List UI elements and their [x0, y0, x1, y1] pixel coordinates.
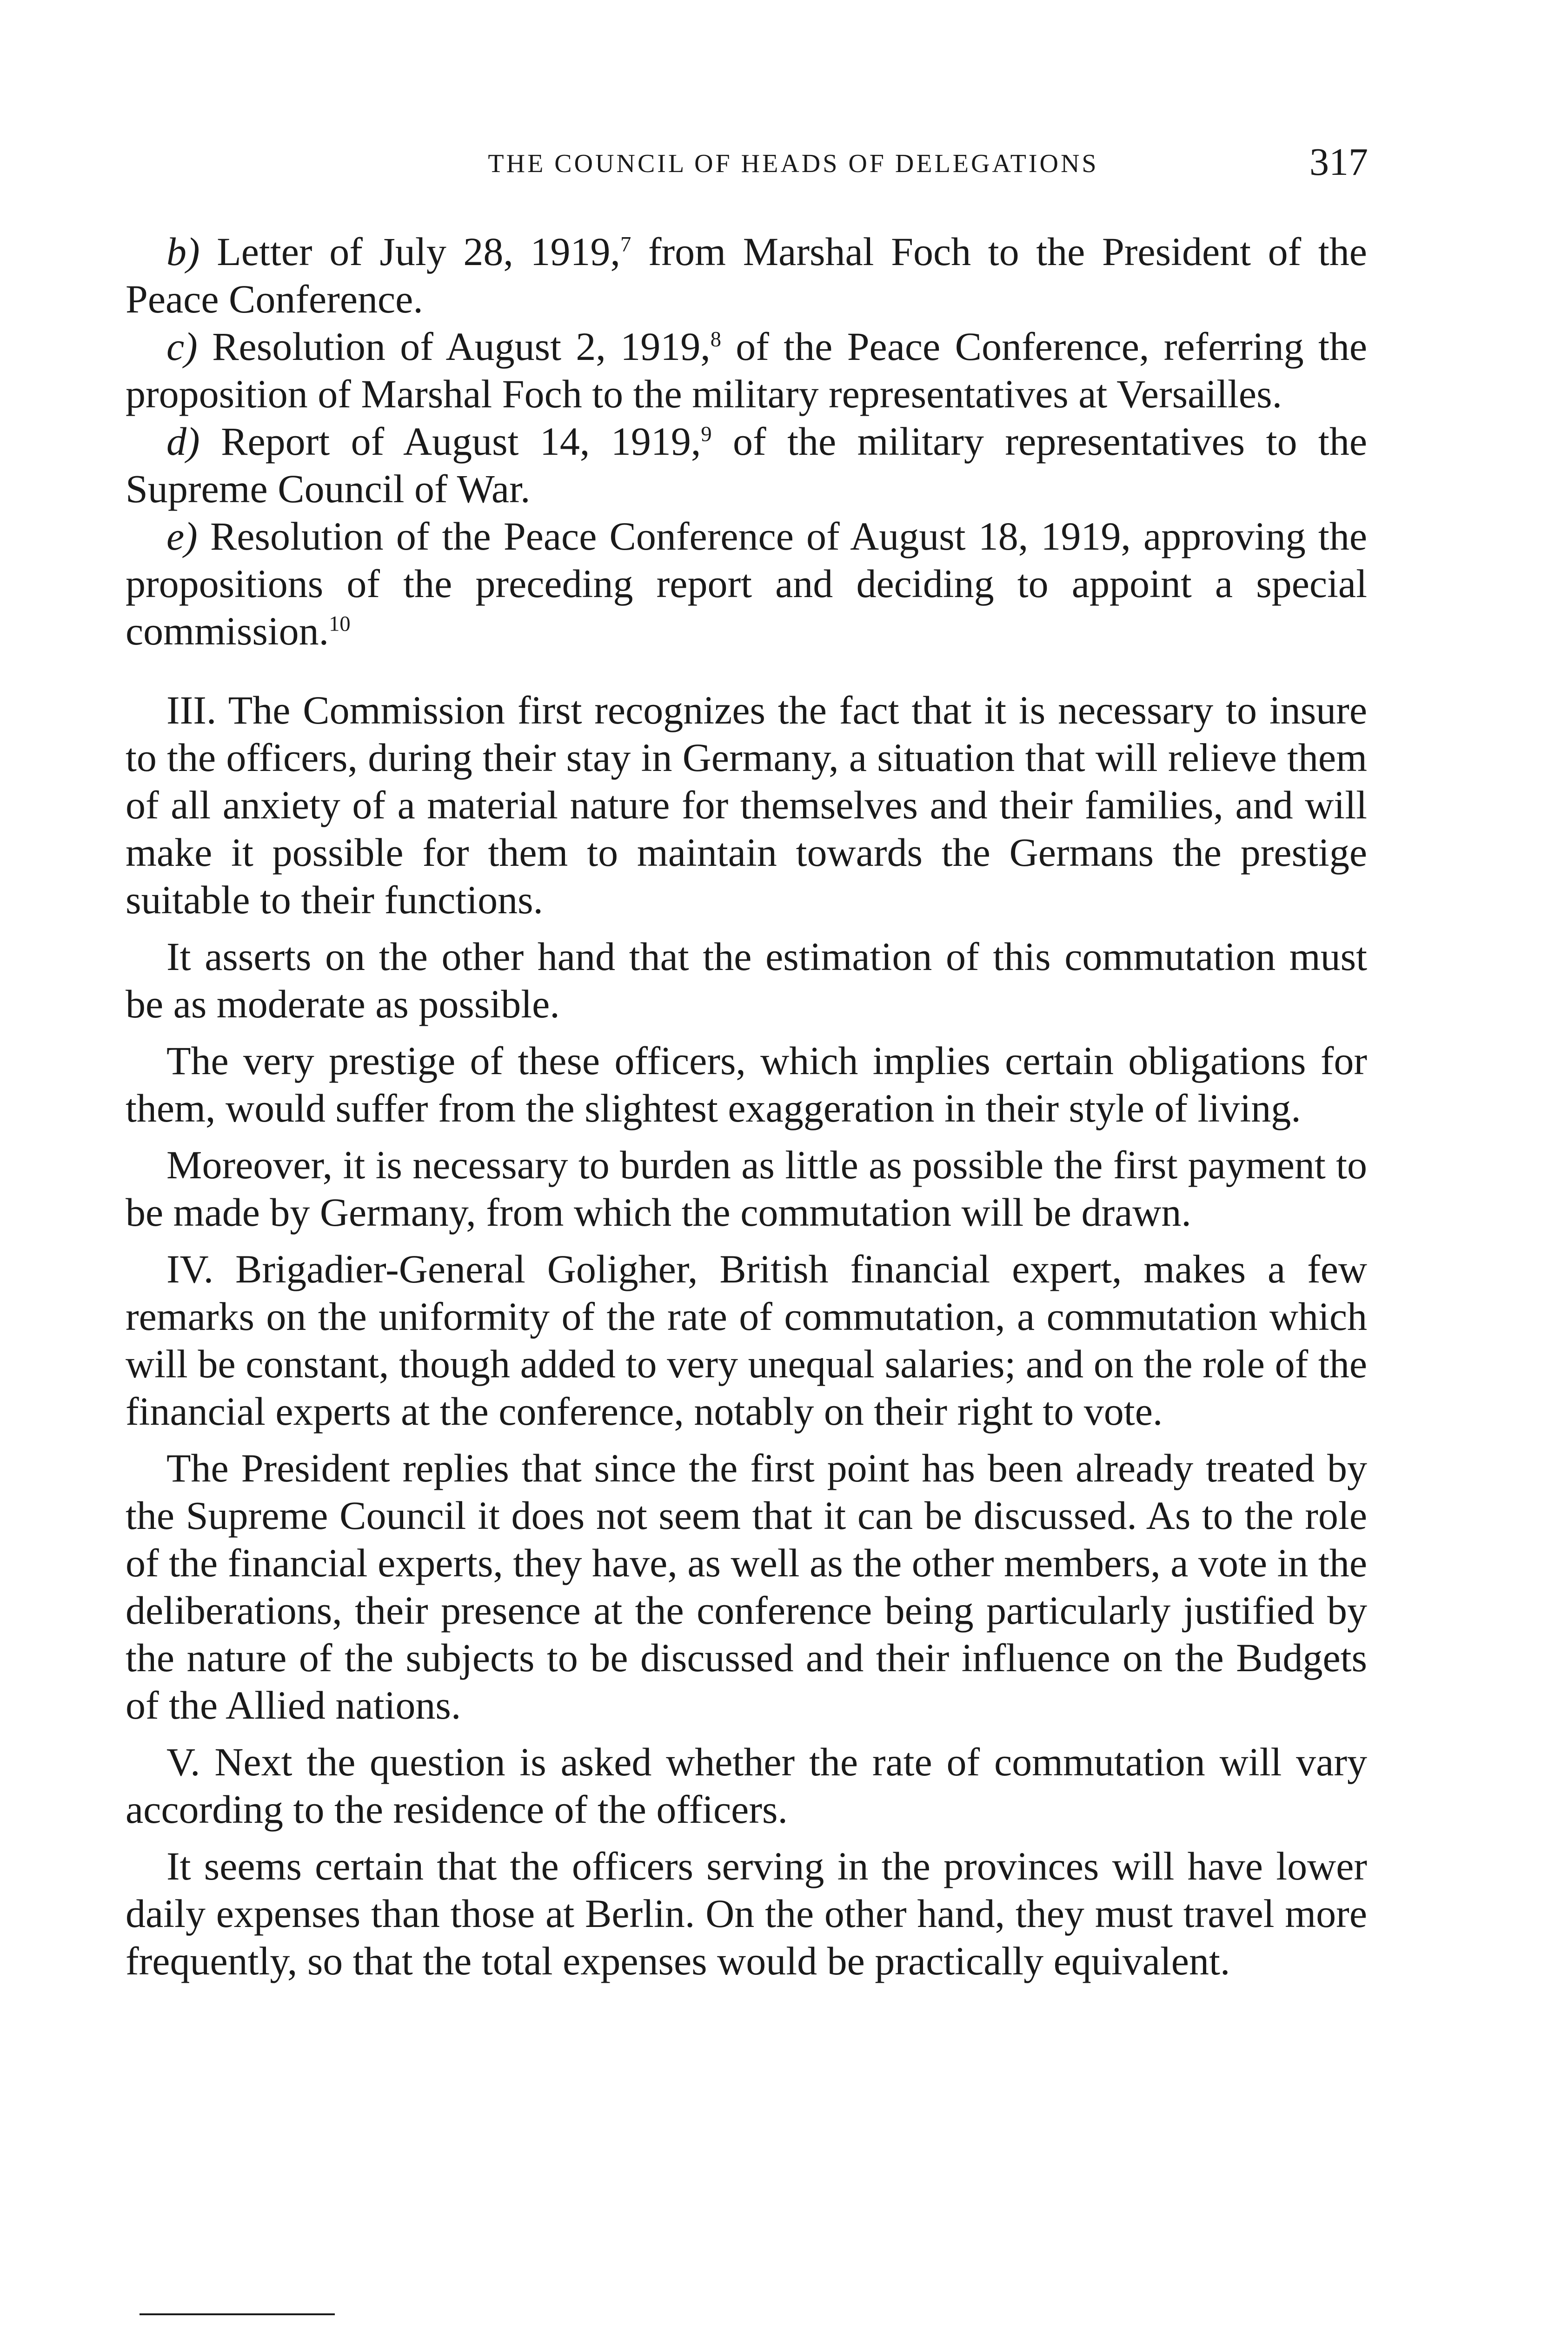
footnote-ref[interactable]: 8	[710, 327, 721, 352]
paragraph-section-v: V. Next the question is asked whether the rate of commutation will vary according to the residence of the officers.	[126, 1740, 1367, 1832]
item-text-after: from Marshal Foch to the President of the Peace Conference.	[126, 229, 1367, 321]
body-text	[126, 228, 1367, 1985]
item-label: d)	[166, 419, 200, 464]
paragraph: It asserts on the other hand that the estimation of this commutation must be as moderate as possible.	[126, 934, 1367, 1026]
footnote-divider	[140, 2313, 335, 2315]
running-head	[126, 140, 1368, 191]
list-item-e	[126, 512, 1367, 655]
item-text-after: of the Peace Conference, referring the proposition of Marshal Foch to the military representatives at Versailles.	[126, 324, 1368, 416]
paragraph: The very prestige of these officers, which implies certain obligations for them, would suffer from the slightest exaggeration in their style of living.	[126, 1038, 1367, 1130]
item-text: Resolution of the Peace Conference of August 18, 1919, approving the propositions of the preceding report and deciding to appoint a special commission.	[126, 514, 1367, 653]
paragraph-section-iii: III. The Commission first recognizes the fact that it is necessary to insure to the officers, during their stay in Germany, a situation that will relieve them of all anxiety of a material nature for themselves and their families, and will make it possible for them to maintain towards the Germans the prestige suitable to their functions.	[126, 688, 1367, 922]
item-text: Resolution of August 2, 1919,	[212, 324, 711, 369]
paragraph: The President replies that since the first point has been already treated by the Supreme Council it does not seem that it can be discussed. As to the role of the financial experts, they have, as well as the other members, a vote in the deliberations, their presence at the conference being particularly justified by the nature of the subjects to be discussed and their influence on the Budgets of the Allied nations.	[126, 1446, 1367, 1727]
page-number: 317	[1309, 140, 1368, 184]
running-title: THE COUNCIL OF HEADS OF DELEGATIONS	[488, 149, 1099, 178]
footnote-ref[interactable]: 10	[329, 612, 351, 636]
item-text: Report of August 14, 1919,	[221, 419, 701, 464]
item-label: e)	[166, 514, 198, 558]
item-label: b)	[166, 229, 200, 274]
item-text: Letter of July 28, 1919,	[217, 229, 621, 274]
item-text-after: of the military representatives to the Supreme Council of War.	[126, 419, 1368, 511]
list-item-b	[126, 228, 1367, 323]
list-item-c	[126, 323, 1367, 418]
footnote-ref[interactable]: 9	[701, 422, 712, 446]
paragraph: It seems certain that the officers serving in the provinces will have lower daily expenses than those at Berlin. On the other hand, they must travel more frequently, so that the total expenses would be practically equivalent.	[126, 1844, 1367, 1983]
paragraph-section-iv: IV. Brigadier-General Goligher, British financial expert, makes a few remarks on the uniformity of the rate of commutation, a commutation which will be constant, though added to very unequal salaries; and on the role of the financial experts at the conference, notably on their right to vote.	[126, 1247, 1367, 1434]
item-label: c)	[166, 324, 198, 369]
list-item-d	[126, 418, 1367, 512]
footnote-ref[interactable]: 7	[620, 232, 631, 257]
paragraph: Moreover, it is necessary to burden as little as possible the first payment to be made by Germany, from which the commutation will be drawn.	[126, 1143, 1367, 1235]
